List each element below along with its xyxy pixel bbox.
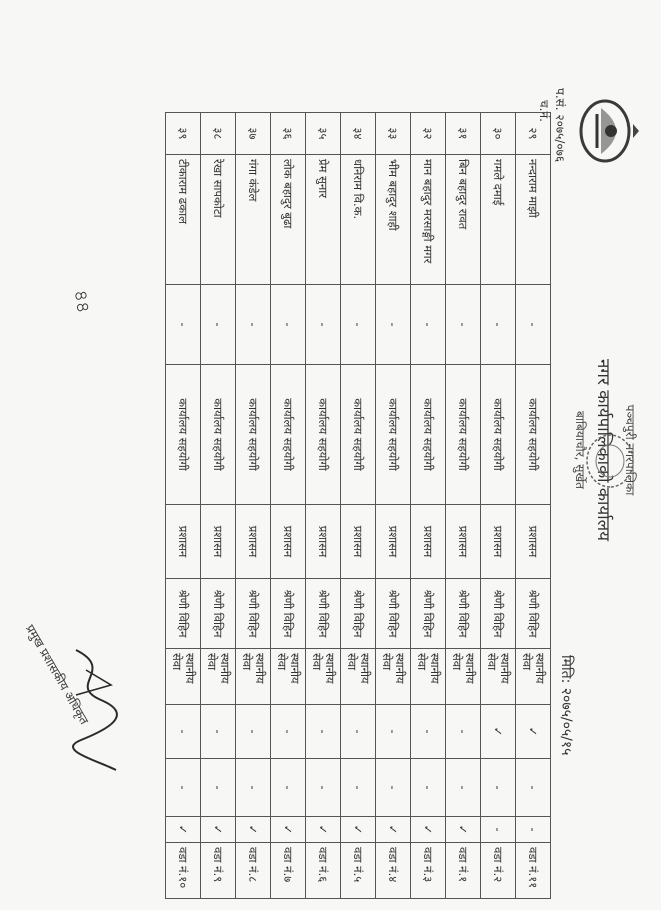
table-row — [481, 113, 516, 899]
office-address: बाबियाचौर, सुर्खेत — [573, 410, 587, 490]
mark-column-2: - — [166, 759, 201, 817]
serial-number: ३३ — [376, 113, 411, 155]
mark-column-1: ✓ — [481, 705, 516, 759]
class-grade: श्रेणी विहिन — [481, 579, 516, 649]
department: प्रशासन — [341, 505, 376, 579]
blank-column: - — [481, 285, 516, 365]
mark-column-3: ✓ — [376, 817, 411, 843]
round-seal-icon — [584, 432, 636, 490]
staff-name: बिन बहादुर रावत — [446, 155, 481, 285]
table-row — [201, 113, 236, 899]
staff-name: टीकाराम ढकाल — [166, 155, 201, 285]
service-type: स्थानीय सेवा — [201, 649, 236, 705]
service-type: स्थानीय सेवा — [236, 649, 271, 705]
mark-column-2: - — [446, 759, 481, 817]
department: प्रशासन — [271, 505, 306, 579]
mark-column-3: ✓ — [306, 817, 341, 843]
mark-column-1: - — [201, 705, 236, 759]
post-title: कार्यालय सहयोगी — [166, 365, 201, 505]
post-title: कार्यालय सहयोगी — [516, 365, 551, 505]
table-row — [376, 113, 411, 899]
blank-column: - — [236, 285, 271, 365]
department: प्रशासन — [236, 505, 271, 579]
table-row — [341, 113, 376, 899]
post-title: कार्यालय सहयोगी — [306, 365, 341, 505]
serial-number: ३८ — [201, 113, 236, 155]
class-grade: श्रेणी विहिन — [411, 579, 446, 649]
ward-number: वडा नं.३ — [411, 843, 446, 899]
mark-column-3: ✓ — [411, 817, 446, 843]
class-grade: श्रेणी विहिन — [376, 579, 411, 649]
blank-column: - — [166, 285, 201, 365]
dispatch-number-label: च.नं. — [537, 100, 551, 122]
serial-number: ३७ — [236, 113, 271, 155]
post-title: कार्यालय सहयोगी — [446, 365, 481, 505]
blank-column: - — [306, 285, 341, 365]
post-title: कार्यालय सहयोगी — [236, 365, 271, 505]
mark-column-1: - — [306, 705, 341, 759]
department: प्रशासन — [411, 505, 446, 579]
mark-column-1: - — [166, 705, 201, 759]
department: प्रशासन — [516, 505, 551, 579]
table-row — [446, 113, 481, 899]
staff-name: गंगा कंडेल — [236, 155, 271, 285]
class-grade: श्रेणी विहिन — [341, 579, 376, 649]
service-type: स्थानीय सेवा — [376, 649, 411, 705]
blank-column: - — [411, 285, 446, 365]
ward-number: वडा नं.६ — [306, 843, 341, 899]
post-title: कार्यालय सहयोगी — [411, 365, 446, 505]
ward-number: वडा नं.७ — [271, 843, 306, 899]
department: प्रशासन — [306, 505, 341, 579]
post-title: कार्यालय सहयोगी — [201, 365, 236, 505]
staff-name: प्रेम सुनार — [306, 155, 341, 285]
table-row — [306, 113, 341, 899]
serial-number: ३९ — [166, 113, 201, 155]
ward-number: वडा नं.५ — [341, 843, 376, 899]
class-grade: श्रेणी विहिन — [446, 579, 481, 649]
class-grade: श्रेणी विहिन — [236, 579, 271, 649]
ward-number: वडा नं.४ — [376, 843, 411, 899]
table-row — [411, 113, 446, 899]
service-type: स्थानीय सेवा — [166, 649, 201, 705]
blank-column: - — [446, 285, 481, 365]
mark-column-2: - — [481, 759, 516, 817]
post-title: कार्यालय सहयोगी — [481, 365, 516, 505]
serial-number: ३१ — [446, 113, 481, 155]
staff-name: लोक बहादुर बुढा — [271, 155, 306, 285]
table-row — [516, 113, 551, 899]
staff-name: धनिराम वि.क. — [341, 155, 376, 285]
service-type: स्थानीय सेवा — [446, 649, 481, 705]
handwritten-mark: ৪৪ — [69, 288, 94, 315]
class-grade: श्रेणी विहिन — [306, 579, 341, 649]
serial-number: ३२ — [411, 113, 446, 155]
service-type: स्थानीय सेवा — [516, 649, 551, 705]
mark-column-1: - — [341, 705, 376, 759]
department: प्रशासन — [166, 505, 201, 579]
service-type: स्थानीय सेवा — [306, 649, 341, 705]
department: प्रशासन — [376, 505, 411, 579]
mark-column-3: ✓ — [201, 817, 236, 843]
service-type: स्थानीय सेवा — [481, 649, 516, 705]
staff-name: गमले दमाई — [481, 155, 516, 285]
service-type: स्थानीय सेवा — [341, 649, 376, 705]
blank-column: - — [516, 285, 551, 365]
reference-number: प.सं. २०७५/०७६ — [553, 88, 567, 163]
staff-table — [165, 112, 551, 899]
post-title: कार्यालय सहयोगी — [376, 365, 411, 505]
ward-number: वडा नं.२ — [481, 843, 516, 899]
mark-column-2: - — [201, 759, 236, 817]
staff-name: रेखा सापकोटा — [201, 155, 236, 285]
staff-name: मान बहादुर मरसाङ्गी मगर — [411, 155, 446, 285]
class-grade: श्रेणी विहिन — [166, 579, 201, 649]
blank-column: - — [201, 285, 236, 365]
mark-column-1: - — [376, 705, 411, 759]
mark-column-3: ✓ — [341, 817, 376, 843]
office-title: नगर कार्यपालिकाको कार्यालय — [593, 358, 613, 542]
mark-column-1: - — [446, 705, 481, 759]
staff-name: नन्दाराम माझी — [516, 155, 551, 285]
mark-column-2: - — [306, 759, 341, 817]
mark-column-1: ✓ — [516, 705, 551, 759]
municipality-name: पञ्चपुरी नगरपालिका — [623, 404, 637, 496]
mark-column-2: - — [341, 759, 376, 817]
ward-number: वडा नं.१ — [446, 843, 481, 899]
table-row — [271, 113, 306, 899]
mark-column-2: - — [411, 759, 446, 817]
blank-column: - — [376, 285, 411, 365]
mark-column-2: - — [236, 759, 271, 817]
blank-column: - — [271, 285, 306, 365]
serial-number: ३४ — [341, 113, 376, 155]
post-title: कार्यालय सहयोगी — [341, 365, 376, 505]
mark-column-2: - — [516, 759, 551, 817]
blank-column: - — [341, 285, 376, 365]
serial-number: ३० — [481, 113, 516, 155]
ward-number: वडा नं.१० — [166, 843, 201, 899]
department: प्रशासन — [446, 505, 481, 579]
serial-number: २९ — [516, 113, 551, 155]
municipal-emblem-icon — [575, 94, 641, 168]
mark-column-3: - — [516, 817, 551, 843]
mark-column-3: - — [481, 817, 516, 843]
table-row — [236, 113, 271, 899]
letter-date: मिति: २०७५/०५/१५ — [558, 655, 574, 756]
mark-column-1: - — [411, 705, 446, 759]
staff-name: भीम बहादुर शाही — [376, 155, 411, 285]
mark-column-1: - — [271, 705, 306, 759]
department: प्रशासन — [201, 505, 236, 579]
official-stamp-text: प्रमुख प्रशासकीय अधिकृत — [22, 622, 92, 727]
ward-number: वडा नं.९ — [201, 843, 236, 899]
class-grade: श्रेणी विहिन — [201, 579, 236, 649]
post-title: कार्यालय सहयोगी — [271, 365, 306, 505]
service-type: स्थानीय सेवा — [271, 649, 306, 705]
ward-number: वडा नं.११ — [516, 843, 551, 899]
mark-column-3: ✓ — [166, 817, 201, 843]
service-type: स्थानीय सेवा — [411, 649, 446, 705]
mark-column-2: - — [271, 759, 306, 817]
class-grade: श्रेणी विहिन — [516, 579, 551, 649]
department: प्रशासन — [481, 505, 516, 579]
serial-number: ३६ — [271, 113, 306, 155]
mark-column-1: - — [236, 705, 271, 759]
mark-column-3: ✓ — [446, 817, 481, 843]
serial-number: ३५ — [306, 113, 341, 155]
mark-column-3: ✓ — [236, 817, 271, 843]
table-row — [166, 113, 201, 899]
ward-number: वडा नं.८ — [236, 843, 271, 899]
class-grade: श्रेणी विहिन — [271, 579, 306, 649]
mark-column-2: - — [376, 759, 411, 817]
mark-column-3: ✓ — [271, 817, 306, 843]
